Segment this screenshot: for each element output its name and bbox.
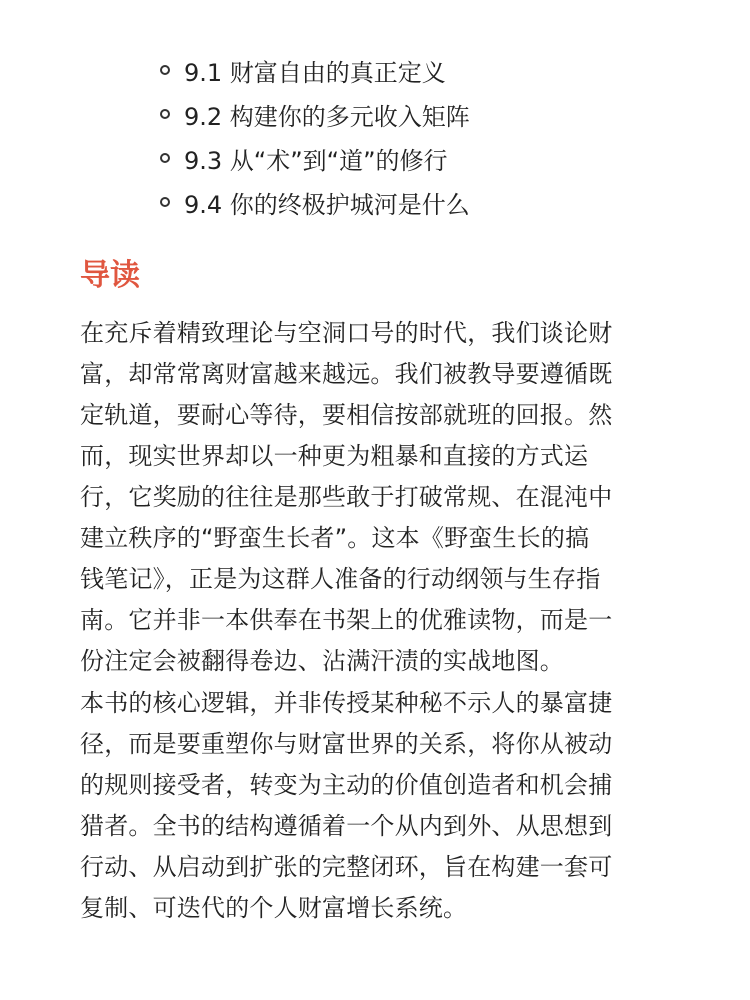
paragraph-line: 富，却常常离财富越来越远。我们被教导要遵循既 <box>80 360 613 388</box>
toc-item-label: 9.2 构建你的多元收入矩阵 <box>184 102 470 131</box>
paragraph-line: 而，现实世界却以一种更为粗暴和直接的方式运 <box>80 442 589 470</box>
paragraph-line: 钱笔记》，正是为这群人准备的行动纲领与生存指 <box>80 565 601 593</box>
body-paragraph <box>80 313 612 682</box>
paragraph-line: 的规则接受者，转变为主动的价值创造者和机会捕 <box>80 771 613 799</box>
paragraph-line: 建立秩序的“野蛮生长者”。这本《野蛮生长的搞 <box>80 524 590 552</box>
paragraph-line: 径，而是要重塑你与财富世界的关系，将你从被动 <box>80 730 613 758</box>
paragraph-line: 行，它奖励的往往是那些敢于打破常规、在混沌中 <box>80 483 613 511</box>
hollow-circle-bullet-icon <box>160 65 170 75</box>
toc-item[interactable] <box>160 48 470 92</box>
paragraph-line: 本书的核心逻辑，并非传授某种秘不示人的暴富捷 <box>80 689 613 717</box>
toc-item-label: 9.1 财富自由的真正定义 <box>184 58 446 87</box>
paragraph-line: 猎者。全书的结构遵循着一个从内到外、从思想到 <box>80 812 613 840</box>
section-heading: 导读 <box>80 258 140 293</box>
paragraph-line: 复制、可迭代的个人财富增长系统。 <box>80 894 468 922</box>
toc-item[interactable] <box>160 136 470 180</box>
paragraph-line: 在充斥着精致理论与空洞口号的时代，我们谈论财 <box>80 319 613 347</box>
table-of-contents <box>160 48 470 224</box>
body-paragraph <box>80 683 612 929</box>
paragraph-line: 定轨道，要耐心等待，要相信按部就班的回报。然 <box>80 401 613 429</box>
toc-item[interactable] <box>160 92 470 136</box>
hollow-circle-bullet-icon <box>160 197 170 207</box>
toc-item-label: 9.4 你的终极护城河是什么 <box>184 190 470 219</box>
hollow-circle-bullet-icon <box>160 109 170 119</box>
toc-item[interactable] <box>160 180 470 224</box>
paragraph-line: 行动、从启动到扩张的完整闭环，旨在构建一套可 <box>80 853 613 881</box>
toc-item-label: 9.3 从“术”到“道”的修行 <box>184 146 448 175</box>
hollow-circle-bullet-icon <box>160 153 170 163</box>
paragraph-line: 南。它并非一本供奉在书架上的优雅读物，而是一 <box>80 606 613 634</box>
paragraph-line: 份注定会被翻得卷边、沾满汗渍的实战地图。 <box>80 647 564 675</box>
